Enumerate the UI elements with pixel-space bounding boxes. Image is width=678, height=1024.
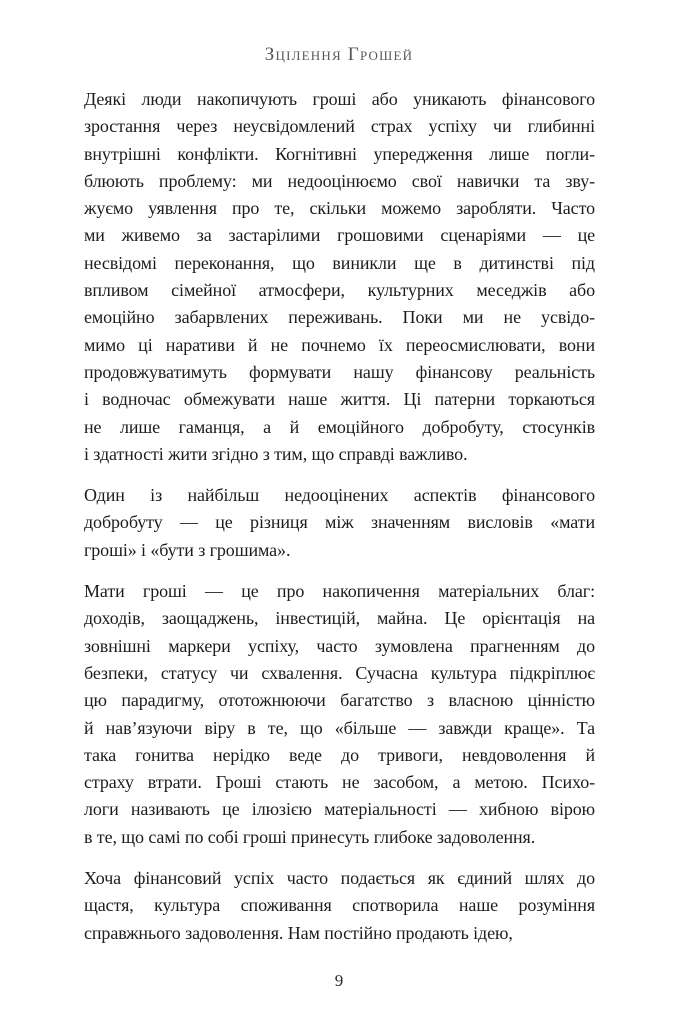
page-number: 9: [334, 971, 344, 990]
text-line: страху втрати. Гроші стають не засобом, а метою. Психо-: [84, 772, 595, 793]
text-line: ми живемо за застарілими грошовими сценаріями — це: [84, 225, 595, 246]
text-line: впливом сімейної атмосфери, культурних меседжів або: [84, 280, 595, 301]
text-line: зростання через неусвідомлений страх успіху чи глибинні: [84, 116, 595, 137]
text-line: Деякі люди накопичують гроші або уникають фінансового: [84, 89, 595, 109]
paragraph: [84, 86, 595, 468]
text-line: добробуту — це різниця між значенням висловів «мати: [84, 512, 595, 533]
page-body: [84, 86, 595, 947]
text-line: зовнішні маркери успіху, часто зумовлена прагненням до: [84, 635, 595, 656]
text-line: не лише гаманця, а й емоційного добробуту, стосунків: [84, 416, 595, 437]
text-line: Один із найбільш недооцінених аспектів фінансового: [84, 485, 595, 506]
text-line: справжнього задоволення. Нам постійно продають ідею,: [84, 922, 513, 943]
text-line: жуємо уявлення про те, скільки можемо заробляти. Часто: [84, 198, 595, 219]
text-line: внутрішні конфлікти. Когнітивні упередження лише погли-: [84, 143, 595, 164]
text-line: емоційно забарвлених переживань. Поки ми не усвідо-: [84, 307, 595, 328]
text-line: доходів, заощаджень, інвестицій, майна. Це орієнтація на: [84, 608, 595, 629]
text-line: Хоча фінансовий успіх часто подається як єдиний шлях до: [84, 868, 595, 889]
text-line: несвідомі переконання, що виникли ще в дитинстві під: [84, 252, 595, 273]
paragraph: [84, 482, 595, 564]
paragraph: [84, 578, 595, 851]
text-line: безпеки, статусу чи схвалення. Сучасна культура підкріплює: [84, 662, 595, 683]
text-line: гроші» і «бути з грошима».: [84, 539, 291, 560]
text-line: і водночас обмежувати наше життя. Ці патерни торкаються: [84, 389, 595, 410]
text-line: блюють проблему: ми недооцінюємо свої навички та зву-: [84, 170, 595, 191]
text-line: Мати гроші — це про накопичення матеріальних благ:: [84, 581, 595, 602]
text-line: й нав’язуючи віру в те, що «більше — завжди краще». Та: [84, 717, 595, 738]
page-footer: [0, 970, 678, 992]
text-line: продовжуватимуть формувати нашу фінансову реальність: [84, 361, 595, 382]
text-line: цю парадигму, ототожнюючи багатство з власною цінністю: [84, 690, 595, 711]
text-line: щастя, культура споживання спотворила наше розуміння: [84, 895, 595, 916]
paragraph: [84, 865, 595, 947]
text-line: логи називають це ілюзією матеріальності — хибною вірою: [84, 799, 595, 820]
running-header: Зцілення Грошей: [264, 44, 414, 65]
text-line: в те, що самі по собі гроші принесуть глибоке задоволення.: [84, 826, 536, 847]
text-line: мимо ці наративи й не почнемо їх переосмислювати, вони: [84, 334, 595, 355]
text-line: і здатності жити згідно з тим, що справді важливо.: [84, 443, 468, 464]
text-line: така гонитва нерідко веде до тривоги, невдоволення й: [84, 744, 595, 765]
